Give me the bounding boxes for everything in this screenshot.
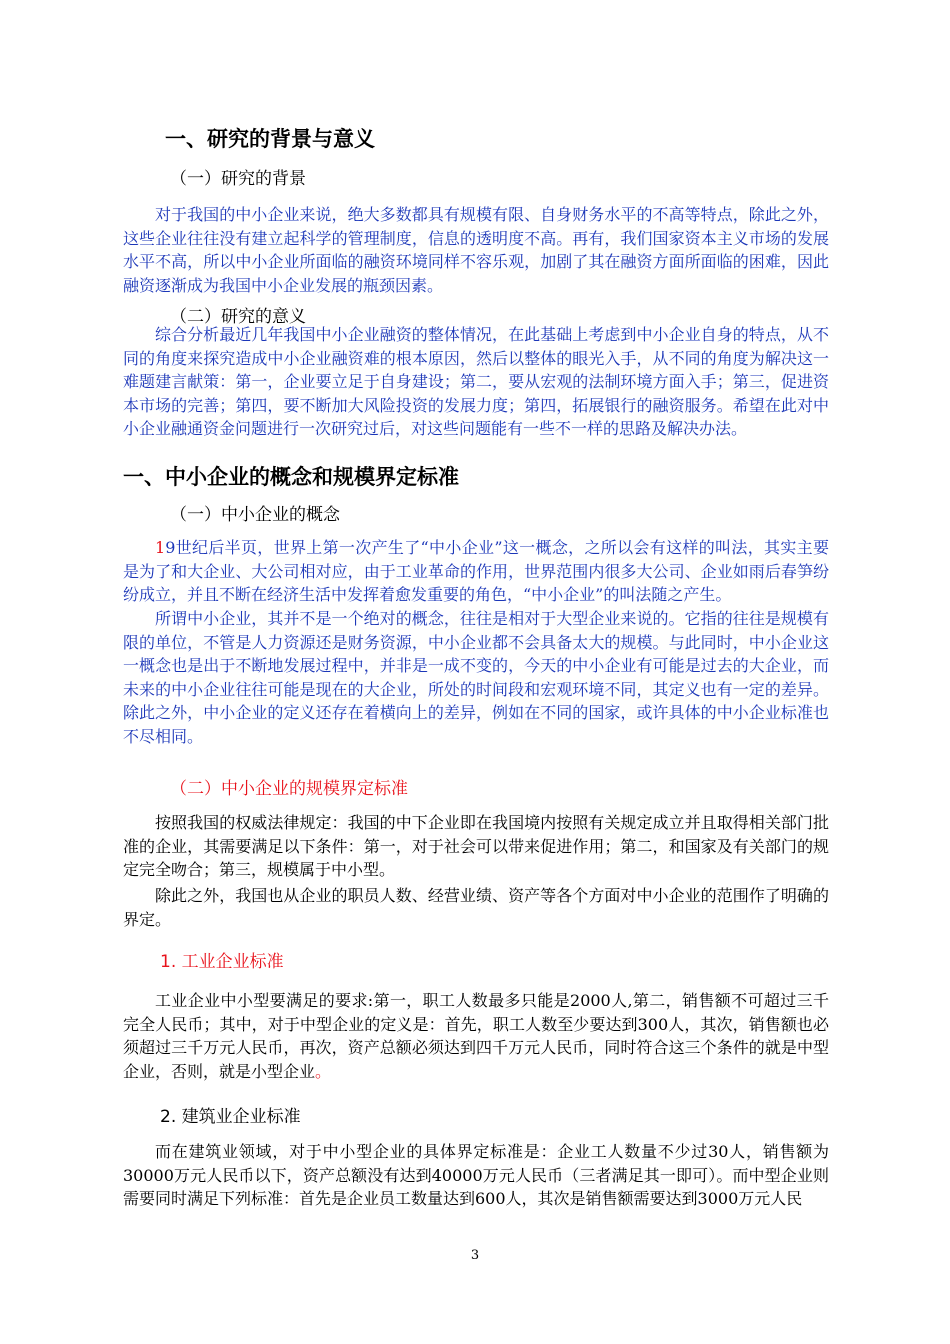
section-heading: 一、研究的背景与意义 [165,127,375,151]
subsection-heading: （二）研究的意义 [170,307,306,327]
paragraph-text: 9世纪后半页，世界上第一次产生了“中小企业”这一概念，之所以会有这样的叫法，其实主要是为了和大企业、大公司相对应，由于工业革命的作用，世界范围内很多大公司、企业如雨后春笋纷纷成立，并且不断在经济生活中发挥着愈发重要的角色，“中小企业”的叫法随之产生。 [123,538,829,604]
paragraph-end-mark: 。 [315,1061,332,1081]
subsection-heading: （一）研究的背景 [170,169,306,189]
paragraph-text: 工业企业中小型要满足的要求:第一，职工人数最多只能是2000人,第二，销售额不可超过三千完全人民币；其中，对于中型企业的定义是：首先，职工人数至少要达到300人，其次，销售额也必须超过三千万元人民币，再次，资产总额必须达到四千万元人民币，同时符合这三个条件的就是中型企业，否则，就是小型企业 [123,991,829,1081]
paragraph: 综合分析最近几年我国中小企业融资的整体情况，在此基础上考虑到中小企业自身的特点，从不同的角度来探究造成中小企业融资难的根本原因，然后以整体的眼光入手，从不同的角度为解决这一难题建言献策：第一，企业要立足于自身建设；第二，要从宏观的法制环境方面入手；第三，促进资本市场的完善；第四，要不断加大风险投资的发展力度；第四，拓展银行的融资服务。希望在此对中小企业融通资金问题进行一次研究过后，对这些问题能有一些不一样的思路及解决办法。 [123,325,829,438]
subsubsection-heading: 1. 工业企业标准 [160,952,284,972]
subsection-heading: （一）中小企业的概念 [170,505,340,525]
subsection-heading: （二）中小企业的规模界定标准 [170,779,408,799]
paragraph-lead-digit: 1 [155,538,166,557]
paragraph [123,989,829,1083]
paragraph [123,536,829,607]
paragraph: 除此之外，我国也从企业的职员人数、经营业绩、资产等各个方面对中小企业的范围作了明确的界定。 [123,886,829,929]
page-number: 3 [470,1248,480,1263]
paragraph: 按照我国的权威法律规定：我国的中下企业即在我国境内按照有关规定成立并且取得相关部门批准的企业，其需要满足以下条件：第一，对于社会可以带来促进作用；第二，和国家及有关部门的规定完全吻合；第三，规模属于中小型。 [123,813,829,879]
subsubsection-heading: 2. 建筑业企业标准 [160,1107,301,1127]
section-heading: 一、中小企业的概念和规模界定标准 [123,465,459,489]
paragraph: 对于我国的中小企业来说，绝大多数都具有规模有限、自身财务水平的不高等特点，除此之外，这些企业往往没有建立起科学的管理制度，信息的透明度不高。再有，我们国家资本主义市场的发展水平不高，所以中小企业所面临的融资环境同样不容乐观，加剧了其在融资方面所面临的困难，因此融资逐渐成为我国中小企业发展的瓶颈因素。 [123,205,829,295]
paragraph: 而在建筑业领域，对于中小型企业的具体界定标准是：企业工人数量不少过30人，销售额为30000万元人民币以下，资产总额没有达到40000万元人民币（三者满足其一即可）。而中型企业则需要同时满足下列标准：首先是企业员工数量达到600人，其次是销售额需要达到3000万元人民 [123,1142,829,1208]
paragraph: 所谓中小企业，其并不是一个绝对的概念，往往是相对于大型企业来说的。它指的往往是规模有限的单位，不管是人力资源还是财务资源，中小企业都不会具备太大的规模。与此同时，中小企业这一概念也是出于不断地发展过程中，并非是一成不变的，今天的中小企业有可能是过去的大企业，而未来的中小企业往往可能是现在的大企业，所处的时间段和宏观环境不同，其定义也有一定的差异。除此之外，中小企业的定义还存在着横向上的差异，例如在不同的国家，或许具体的中小企业标准也不尽相同。 [123,609,829,746]
